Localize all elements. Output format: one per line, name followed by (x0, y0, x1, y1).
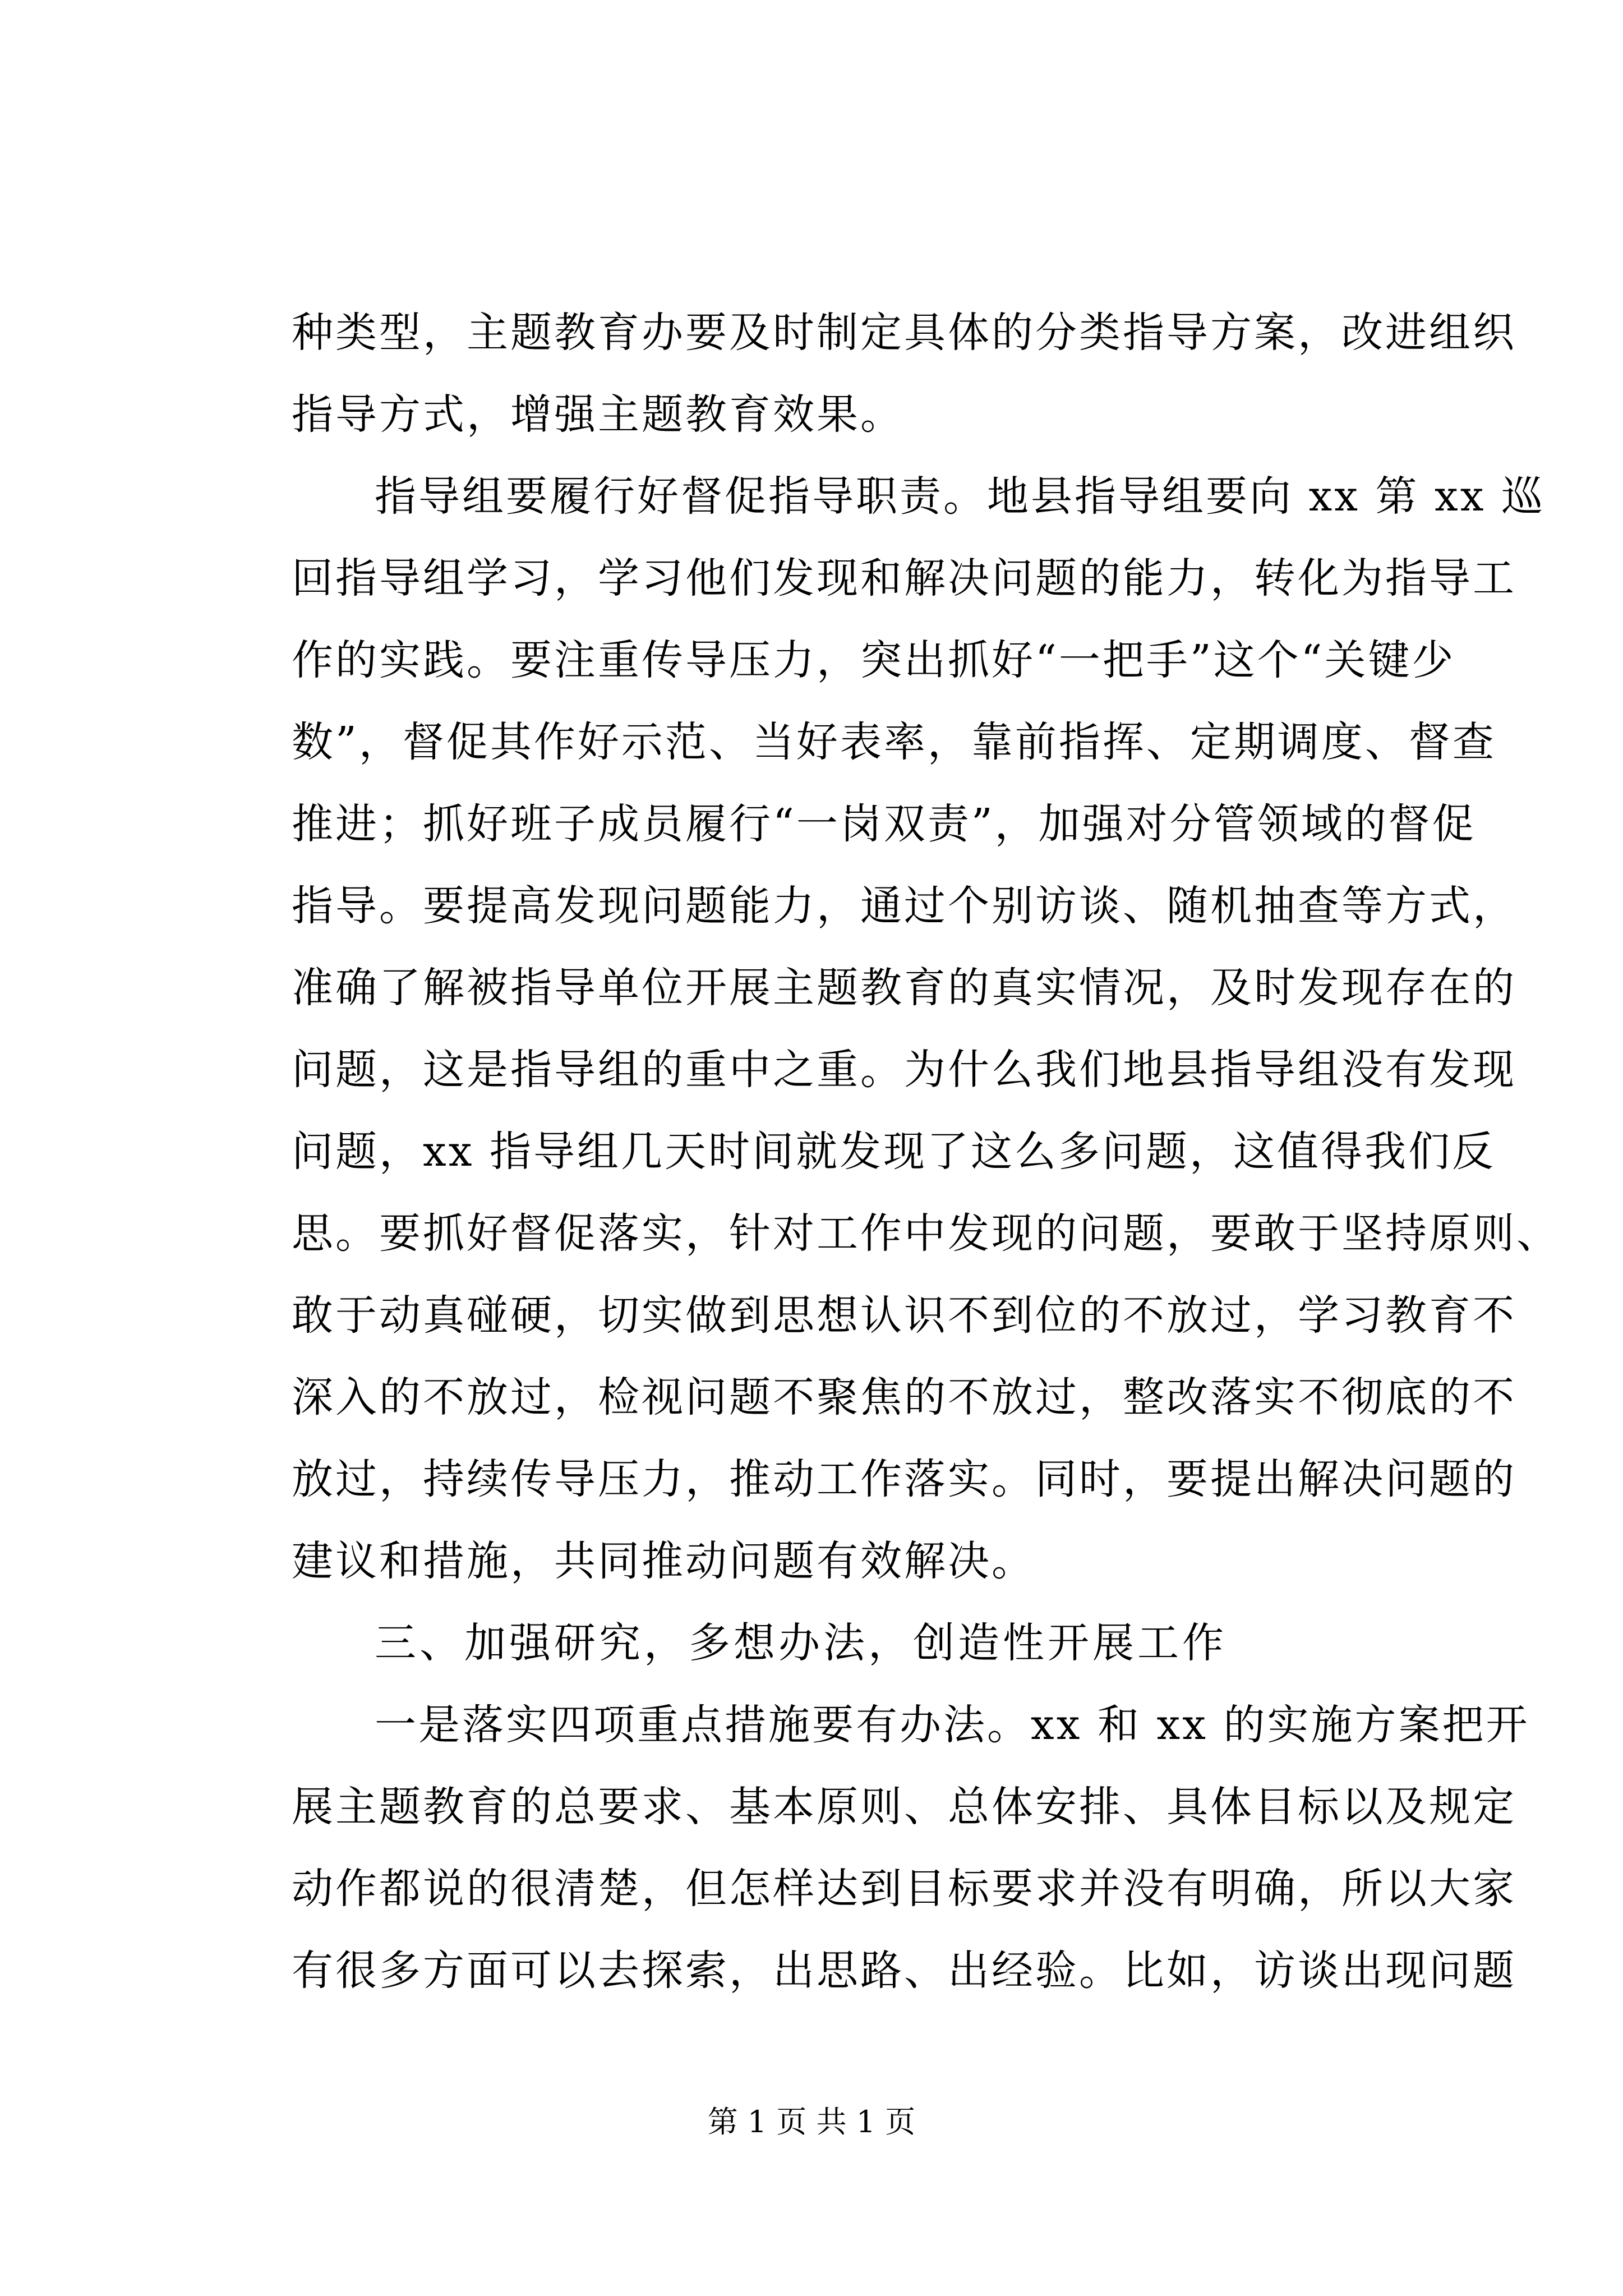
text-line: 有很多方面可以去探索，出思路、出经验。比如，访谈出现问题 (292, 1947, 1516, 1995)
text-line: 深入的不放过，检视问题不聚焦的不放过，整改落实不彻底的不 (292, 1373, 1516, 1421)
text-line: 敢于动真碰硬，切实做到思想认识不到位的不放过，学习教育不 (292, 1291, 1516, 1340)
text-line: 指导。要提高发现问题能力，通过个别访谈、随机抽查等方式， (292, 882, 1516, 930)
page-number-footer: 第 1 页 共 1 页 (707, 2104, 916, 2139)
text-line: 种类型，主题教育办要及时制定具体的分类指导方案，改进组织 (292, 309, 1516, 357)
text-line: 放过，持续传导压力，推动工作落实。同时，要提出解决问题的 (292, 1455, 1516, 1503)
section-heading: 三、加强研究，多想办法，创造性开展工作 (375, 1619, 1227, 1667)
paragraph-start-line: 指导组要履行好督促指导职责。地县指导组要向 xx 第 xx 巡 (375, 472, 1546, 521)
text-line: 问题，这是指导组的重中之重。为什么我们地县指导组没有发现 (292, 1046, 1516, 1094)
text-line: 推进；抓好班子成员履行“一岗双责”，加强对分管领域的督促 (292, 800, 1476, 848)
text-line: 数”，督促其作好示范、当好表率，靠前指挥、定期调度、督查 (292, 718, 1496, 766)
text-line: 问题，xx 指导组几天时间就发现了这么多问题，这值得我们反 (292, 1128, 1496, 1176)
text-line: 思。要抓好督促落实，针对工作中发现的问题，要敢于坚持原则、 (292, 1209, 1560, 1258)
text-line: 动作都说的很清楚，但怎样达到目标要求并没有明确，所以大家 (292, 1865, 1516, 1913)
text-line: 准确了解被指导单位开展主题教育的真实情况，及时发现存在的 (292, 964, 1516, 1012)
text-line: 作的实践。要注重传导压力，突出抓好“一把手”这个“关键少 (292, 636, 1456, 684)
paragraph-start-line: 一是落实四项重点措施要有办法。xx 和 xx 的实施方案把开 (375, 1701, 1530, 1749)
text-line: 回指导组学习，学习他们发现和解决问题的能力，转化为指导工 (292, 554, 1516, 602)
text-line: 展主题教育的总要求、基本原则、总体安排、具体目标以及规定 (292, 1783, 1516, 1831)
text-line: 建议和措施，共同推动问题有效解决。 (292, 1537, 1035, 1585)
text-line: 指导方式，增强主题教育效果。 (292, 390, 904, 439)
document-body (292, 292, 1560, 2012)
